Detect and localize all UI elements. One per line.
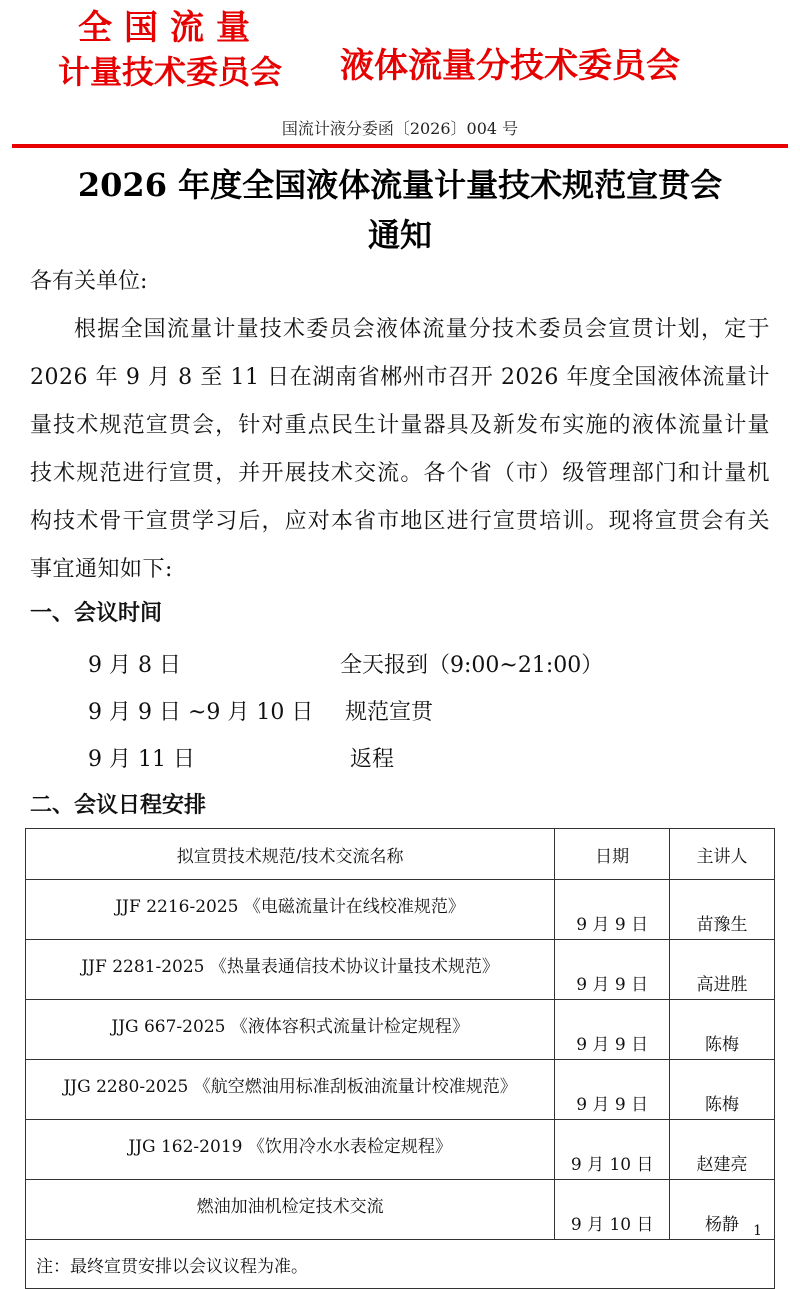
time-row — [88, 648, 604, 679]
table-row — [26, 1000, 775, 1060]
issuer-subcommittee: 液体流量分技术委员会 — [340, 46, 680, 86]
time-row-desc: 规范宣贯 — [345, 700, 434, 725]
table-note: 注：最终宣贯安排以会议议程为准。 — [26, 1240, 775, 1289]
table-cell-speaker: 苗豫生 — [670, 880, 775, 940]
table-cell-name: JJF 2216-2025 《电磁流量计在线校准规范》 — [26, 880, 555, 940]
table-cell-date: 9 月 10 日 — [555, 1180, 670, 1240]
time-row-desc: 全天报到（9:00~21:00） — [340, 653, 604, 678]
issuer-committee-line2: 计量技术委员会 — [57, 53, 282, 91]
table-cell-name: JJG 667-2025 《液体容积式流量计检定规程》 — [26, 1000, 555, 1060]
intro-paragraph: 根据全国流量计量技术委员会液体流量分技术委员会宣贯计划，定于 2026 年 9 月 8 至 11 日在湖南省郴州市召开 2026 年度全国液体流量计量技术规范宣贯会，针对重点民生计量器具及新发布实施的液体流量计量技术规范进行宣贯，并开展技术交流。各个省（市）级管理部门和计量机构技术骨干宣贯学习后，应对本省市地区进行宣贯培训。现将宣贯会有关事宜通知如下: — [30, 317, 770, 582]
time-row-date: 9 月 8 日 — [88, 653, 181, 678]
document-number: 国流计液分委函〔2026〕004 号 — [281, 119, 519, 138]
column-header-date: 日期 — [555, 829, 670, 880]
time-row-date: 9 月 11 日 — [88, 747, 195, 772]
table-cell-name: 燃油加油机检定技术交流 — [26, 1180, 555, 1240]
title-line-2: 通知 — [367, 216, 432, 254]
issuer-committee — [40, 8, 300, 92]
table-cell-name: JJF 2281-2025 《热量表通信技术协议计量技术规范》 — [26, 940, 555, 1000]
column-header-name: 拟宣贯技术规范/技术交流名称 — [26, 829, 555, 880]
table-cell-date: 9 月 9 日 — [555, 940, 670, 1000]
table-cell-speaker: 杨静 — [670, 1180, 775, 1240]
column-header-speaker: 主讲人 — [670, 829, 775, 880]
table-cell-speaker: 陈梅 — [670, 1000, 775, 1060]
time-row — [88, 695, 434, 726]
table-row — [26, 1180, 775, 1240]
table-row — [26, 1060, 775, 1120]
table-header-row — [26, 829, 775, 880]
page-number: 1 — [753, 1223, 762, 1239]
table-cell-name: JJG 2280-2025 《航空燃油用标准刮板油流量计校准规范》 — [26, 1060, 555, 1120]
section-heading-meeting-time: 一、会议时间 — [30, 601, 163, 626]
table-cell-date: 9 月 9 日 — [555, 1060, 670, 1120]
table-cell-speaker: 赵建亮 — [670, 1120, 775, 1180]
table-cell-speaker: 高进胜 — [670, 940, 775, 1000]
time-row-desc: 返程 — [350, 747, 395, 772]
section-heading-schedule: 二、会议日程安排 — [30, 793, 207, 818]
table-cell-speaker: 陈梅 — [670, 1060, 775, 1120]
time-row — [88, 742, 395, 773]
table-cell-name: JJG 162-2019 《饮用冷水水表检定规程》 — [26, 1120, 555, 1180]
time-row-date: 9 月 9 日 ~9 月 10 日 — [88, 700, 314, 725]
document-title — [0, 160, 800, 260]
red-divider — [12, 144, 788, 148]
table-row — [26, 880, 775, 940]
table-cell-date: 9 月 10 日 — [555, 1120, 670, 1180]
salutation: 各有关单位: — [30, 269, 148, 294]
table-cell-date: 9 月 9 日 — [555, 880, 670, 940]
schedule-table — [25, 828, 775, 1289]
table-row — [26, 1120, 775, 1180]
table-row — [26, 940, 775, 1000]
table-cell-date: 9 月 9 日 — [555, 1000, 670, 1060]
title-line-1: 2026 年度全国液体流量计量技术规范宣贯会 — [77, 166, 723, 204]
issuer-committee-line1: 全国流量 — [78, 8, 262, 48]
